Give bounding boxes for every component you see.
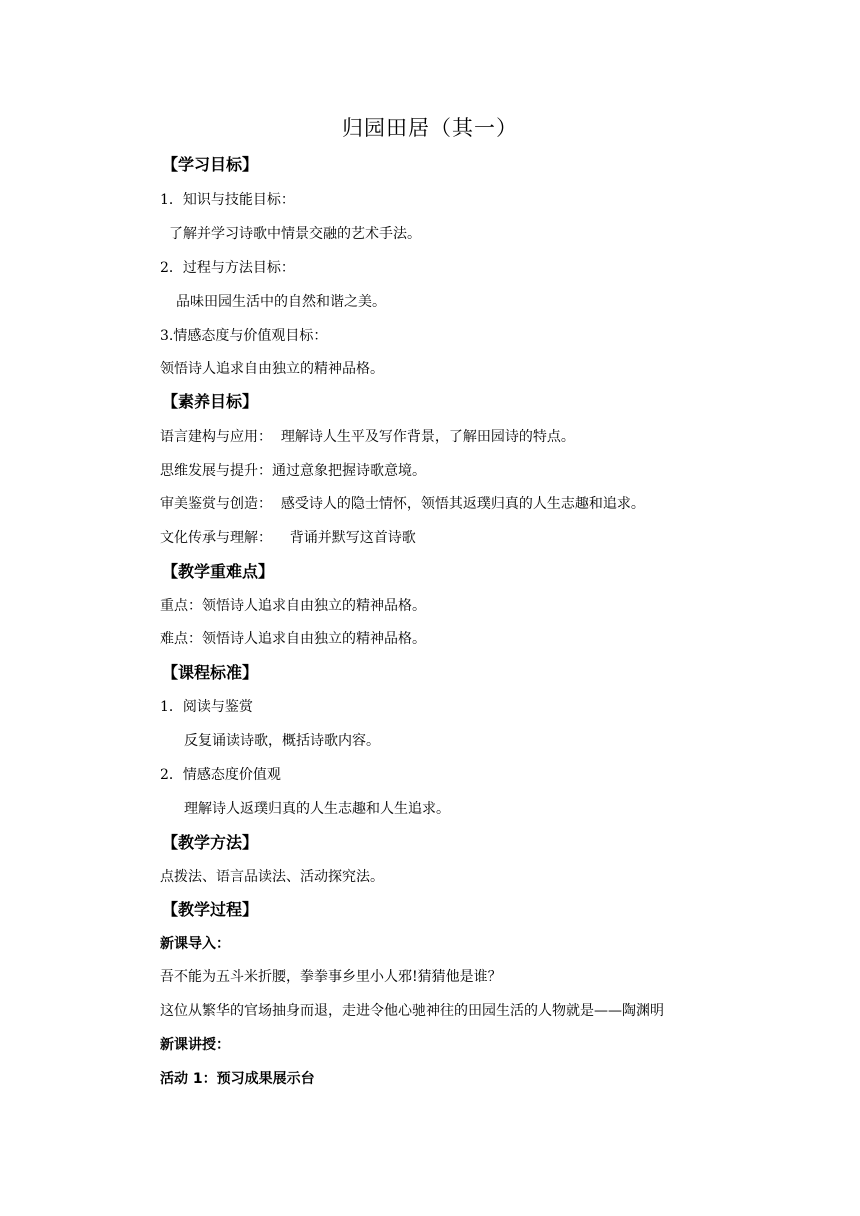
learning-goal-3-text: 领悟诗人追求自由独立的精神品格。 <box>160 361 384 377</box>
curriculum-item-2-text: 理解诗人返璞归真的人生志趣和人生追求。 <box>184 801 450 817</box>
key-point-focus: 重点：领悟诗人追求自由独立的精神品格。 <box>160 598 426 614</box>
lecture-label: 新课讲授： <box>160 1037 230 1053</box>
learning-goal-2-label: 2．过程与方法目标： <box>160 260 295 276</box>
learning-goals-heading: 【学习目标】 <box>162 155 259 174</box>
learning-goal-3-label: 3.情感态度与价值观目标： <box>160 328 328 344</box>
key-points-heading: 【教学重难点】 <box>162 562 275 581</box>
key-point-difficulty: 难点：领悟诗人追求自由独立的精神品格。 <box>160 631 426 647</box>
document-title: 归园田居（其一） <box>342 116 518 140</box>
intro-line-1: 吾不能为五斗米折腰，拳拳事乡里小人邪!猜猜他是谁？ <box>160 969 502 985</box>
literacy-goal-line: 文化传承与理解： 背诵并默写这首诗歌 <box>160 530 416 546</box>
learning-goal-1-text: 了解并学习诗歌中情景交融的艺术手法。 <box>169 226 421 242</box>
methods-text: 点拨法、语言品读法、活动探究法。 <box>160 869 384 885</box>
curriculum-item-1-label: 1．阅读与鉴赏 <box>160 699 253 715</box>
methods-heading: 【教学方法】 <box>162 833 259 852</box>
intro-label: 新课导入： <box>160 936 230 952</box>
activity-1-label: 活动 1：预习成果展示台 <box>160 1071 315 1087</box>
intro-line-2: 这位从繁华的官场抽身而退，走进令他心驰神往的田园生活的人物就是——陶渊明 <box>160 1003 664 1019</box>
learning-goal-1-label: 1．知识与技能目标： <box>160 192 295 208</box>
learning-goal-2-text: 品味田园生活中的自然和谐之美。 <box>176 294 386 310</box>
process-heading: 【教学过程】 <box>162 900 259 919</box>
literacy-goal-line: 审美鉴赏与创造： 感受诗人的隐士情怀，领悟其返璞归真的人生志趣和追求。 <box>160 496 645 512</box>
literacy-goal-line: 思维发展与提升：通过意象把握诗歌意境。 <box>160 463 426 479</box>
literacy-goals-heading: 【素养目标】 <box>162 392 259 411</box>
curriculum-item-2-label: 2．情感态度价值观 <box>160 767 281 783</box>
literacy-goal-line: 语言建构与应用： 理解诗人生平及写作背景，了解田园诗的特点。 <box>160 429 575 445</box>
curriculum-heading: 【课程标准】 <box>162 663 259 682</box>
curriculum-item-1-text: 反复诵读诗歌，概括诗歌内容。 <box>184 733 380 749</box>
